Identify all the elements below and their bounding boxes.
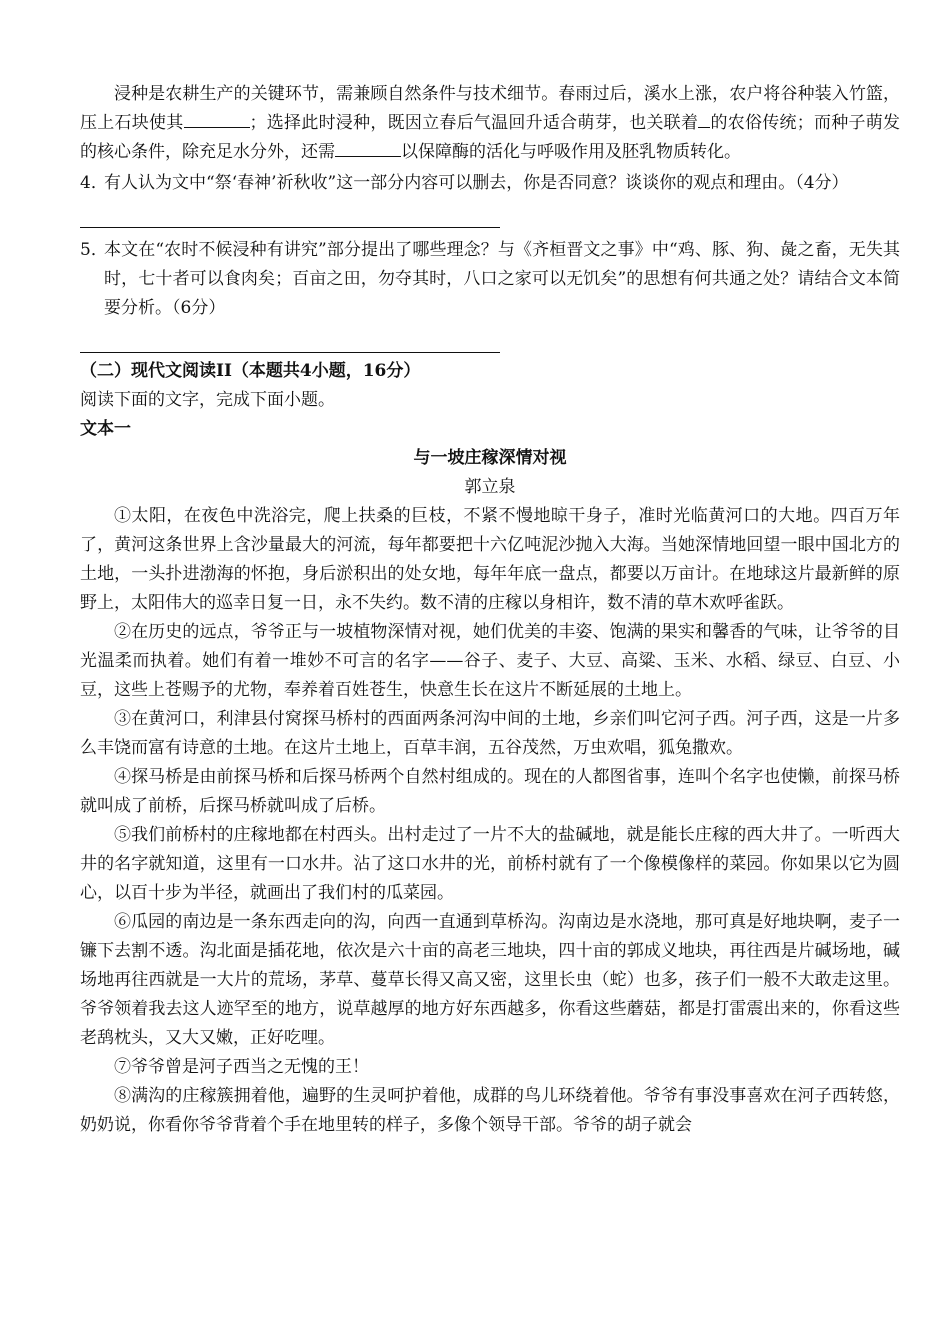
article-paragraph-8: ⑧满沟的庄稼簇拥着他，遍野的生灵呵护着他，成群的鸟儿环绕着他。爷爷有事没事喜欢在河子西转悠，奶奶说，你看你爷爷背着个手在地里转的样子，多像个领导干部。爷爷的胡子就会 [80, 1086, 900, 1135]
article-paragraph-6: ⑥瓜园的南边是一条东西走向的沟，向西一直通到草桥沟。沟南边是水浇地，那可真是好地块啊，麦子一镰下去割不透。沟北面是插花地，依次是六十亩的高老三地块，四十亩的郭成义地块，再往西是片碱场地，碱场地再往西就是一大片的荒场，茅草、蔓草长得又高又密，这里长虫（蛇）也多，孩子们一般不大敢走这里。爷爷领着我去这人迹罕至的地方，说草越厚的地方好东西越多，你看这些蘑菇，都是打雷震出来的，你看这些老鸹枕头，又大又嫩，正好吃哩。 [80, 912, 900, 1048]
answer-blank-3[interactable] [335, 138, 401, 157]
answer-blank-1[interactable] [184, 109, 250, 128]
article-paragraph-5: ⑤我们前桥村的庄稼地都在村西头。出村走过了一片不大的盐碱地，就是能长庄稼的西大井了。一听西大井的名字就知道，这里有一口水井。沾了这口水井的光，前桥村就有了一个像模像样的菜园。你如果以它为圆心，以百十步为半径，就画出了我们村的瓜菜园。 [80, 825, 900, 903]
fill-text-1: 浸种是农耕生产的关键环节，需兼顾自然条件与技术细节。春雨过后，溪水上涨，农户将谷种装入竹篮，压上石块使其 [80, 84, 900, 133]
question-4 [80, 169, 900, 198]
article-paragraph-2: ②在历史的远点，爷爷正与一坡植物深情对视，她们优美的丰姿、饱满的果实和馨香的气味，让爷爷的目光温柔而执着。她们有着一堆妙不可言的名字——谷子、麦子、大豆、高粱、玉米、水稻、绿豆、白豆、小豆，这些上苍赐予的尤物，奉养着百姓苍生，快意生长在这片不断延展的土地上。 [80, 622, 900, 700]
answer-blank-2[interactable] [698, 109, 710, 128]
article-author: 郭立泉 [464, 477, 516, 497]
article-title: 与一坡庄稼深情对视 [413, 448, 567, 468]
question-text: 有人认为文中“祭‘春神’祈秋收”这一部分内容可以删去，你是否同意？谈谈你的观点和理由。（4分） [104, 173, 849, 193]
exam-page [80, 80, 900, 1140]
article-paragraph-7: ⑦爷爷曾是河子西当之无愧的王！ [114, 1057, 369, 1077]
question-5 [80, 236, 900, 323]
answer-line-5[interactable] [80, 351, 500, 353]
question-number: 5． [80, 240, 108, 260]
fill-text-2: ；选择此时浸种，既因立春后气温回升适合萌芽，也关联着 [249, 113, 699, 133]
section-heading: （二）现代文阅读II（本题共4小题，16分） [80, 361, 421, 381]
fill-text-4: 以保障酶的活化与呼吸作用及胚乳物质转化。 [401, 142, 741, 162]
article-paragraph-4: ④探马桥是由前探马桥和后探马桥两个自然村组成的。现在的人都图省事，连叫个名字也使懒，前探马桥就叫成了前桥，后探马桥就叫成了后桥。 [80, 767, 900, 816]
fill-text-3: 的农俗传统；而种子萌发的核心条件，除充足水分外，还需 [80, 113, 901, 162]
section-instruction: 阅读下面的文字，完成下面小题。 [80, 390, 335, 410]
answer-line-4[interactable] [80, 226, 500, 228]
article-paragraph-3: ③在黄河口，利津县付窝探马桥村的西面两条河沟中间的土地，乡亲们叫它河子西。河子西，这是一片多么丰饶而富有诗意的土地。在这片土地上，百草丰润，五谷茂然，万虫欢唱，狐兔撒欢。 [80, 709, 900, 758]
fill-in-passage [80, 80, 900, 167]
question-text: 本文在“农时不候浸种有讲究”部分提出了哪些理念？与《齐桓晋文之事》中“鸡、豚、狗、彘之畜，无失其时，七十者可以食肉矣；百亩之田，勿夺其时，八口之家可以无饥矣”的思想有何共通之处？请结合文本简要分析。（6分） [104, 240, 900, 318]
article-paragraph-1: ①太阳，在夜色中洗浴完，爬上扶桑的巨枝，不紧不慢地晾干身子，准时光临黄河口的大地。四百万年了，黄河这条世界上含沙量最大的河流，每年都要把十六亿吨泥沙抛入大海。当她深情地回望一眼中国北方的土地，一头扑进渤海的怀抱，身后淤积出的处女地，每年年底一盘点，都要以万亩计。在地球这片最新鲜的原野上，太阳伟大的巡幸日复一日，永不失约。数不清的庄稼以身相许，数不清的草木欢呼雀跃。 [80, 506, 900, 613]
question-number: 4． [80, 173, 108, 193]
text-label: 文本一 [80, 419, 131, 439]
